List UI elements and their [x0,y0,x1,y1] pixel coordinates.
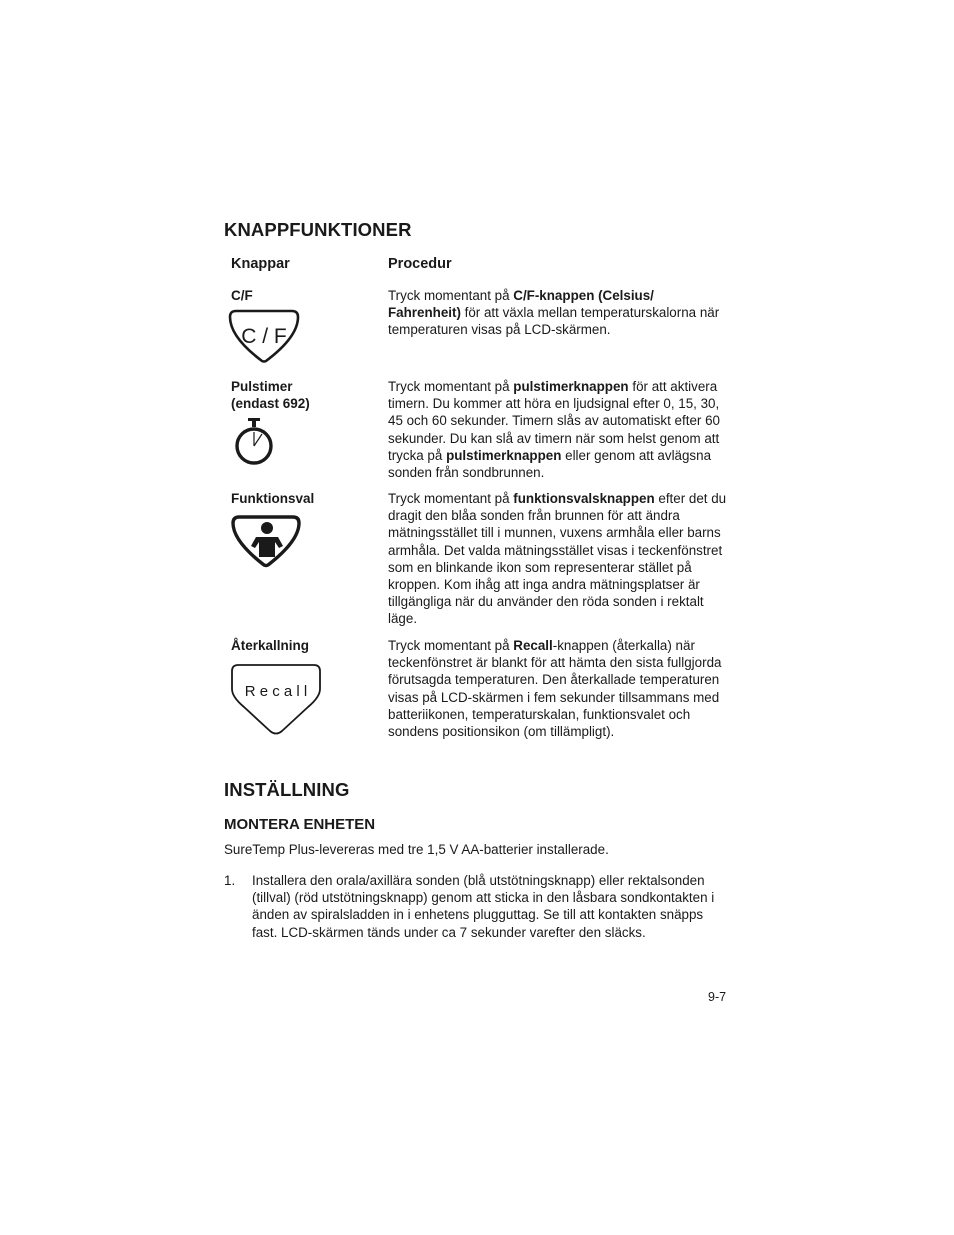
mount-title: MONTERA ENHETEN [224,816,376,833]
setup-title: INSTÄLLNING [224,779,350,800]
page-number: 9-7 [708,990,727,1004]
recall-icon-text: R e c a l l [244,683,308,700]
column-header-procedure: Procedur [388,256,452,272]
stopwatch-icon [231,417,277,469]
person-mode-icon [229,513,303,569]
cf-button-icon [226,307,302,365]
column-header-buttons: Knappar [231,256,290,272]
row-procedure-funktionsval: Tryck momentant på funktionsvalsknappen efter det du dragit den blåa sonden från brunnen för att ändra mätningsstället till i munnen, vuxens armhåla eller barns armhåla. Det valda mätningsstället visas i teckenfönstret som en blinkande ikon som representerar stället på kroppen. Kom ihåg att inga andra mätningsplatser är tillgängliga när du använder den röda sonden i rektalt läge. [388,491,727,627]
row-label-funktionsval: Funktionsval [231,491,315,506]
step-text: Installera den orala/axillära sonden (blå utstötningsknapp) eller rektalsonden (tillval) (röd utstötningsknapp) genom att sticka in den låsbara sondkontakten i änden av spiralsladden in i enhetens plugguttag. Se till att kontakten snäpps fast. LCD-skärmen tänds under ca 7 sekunder varefter den släcks. [252,873,715,940]
recall-button-icon [228,661,324,739]
row-procedure-cf: Tryck momentant på C/F-knappen (Celsius/ Fahrenheit) för att växla mellan temperaturskalorna när temperaturen visas på LCD-skärmen. [388,288,720,338]
row-procedure-aterkallning: Tryck momentant på Recall-knappen (återkalla) när teckenfönstret är blankt för att hämta den sista fullgjorda förutsagda temperaturen. Den återkallade temperaturen visas på LCD-skärmen i fem sekunder tillsammans med batteriikonen, temperaturskalan, funktionsvalet och sondens positionsikon (om tillämpligt). [388,638,722,740]
row-label-pulstimer: Pulstimer (endast 692) [231,379,310,411]
section-title: KNAPPFUNKTIONER [224,219,412,240]
row-label-aterkallning: Återkallning [231,638,310,653]
row-label-cf: C/F [231,288,253,303]
row-procedure-pulstimer: Tryck momentant på pulstimerknappen för att aktivera timern. Du kommer att höra en ljudsignal efter 0, 15, 30, 45 och 60 sekunder. Timern slås av automatiskt efter 60 sekunder. Du kan slå av timern när som helst genom att trycka på pulstimerknappen eller genom att avlägsna sonden från sondbrunnen. [388,379,720,481]
step-number: 1. [224,873,236,888]
intro-text: SureTemp Plus-levereras med tre 1,5 V AA-batterier installerade. [224,842,609,857]
cf-icon-text: C / F [241,325,287,348]
